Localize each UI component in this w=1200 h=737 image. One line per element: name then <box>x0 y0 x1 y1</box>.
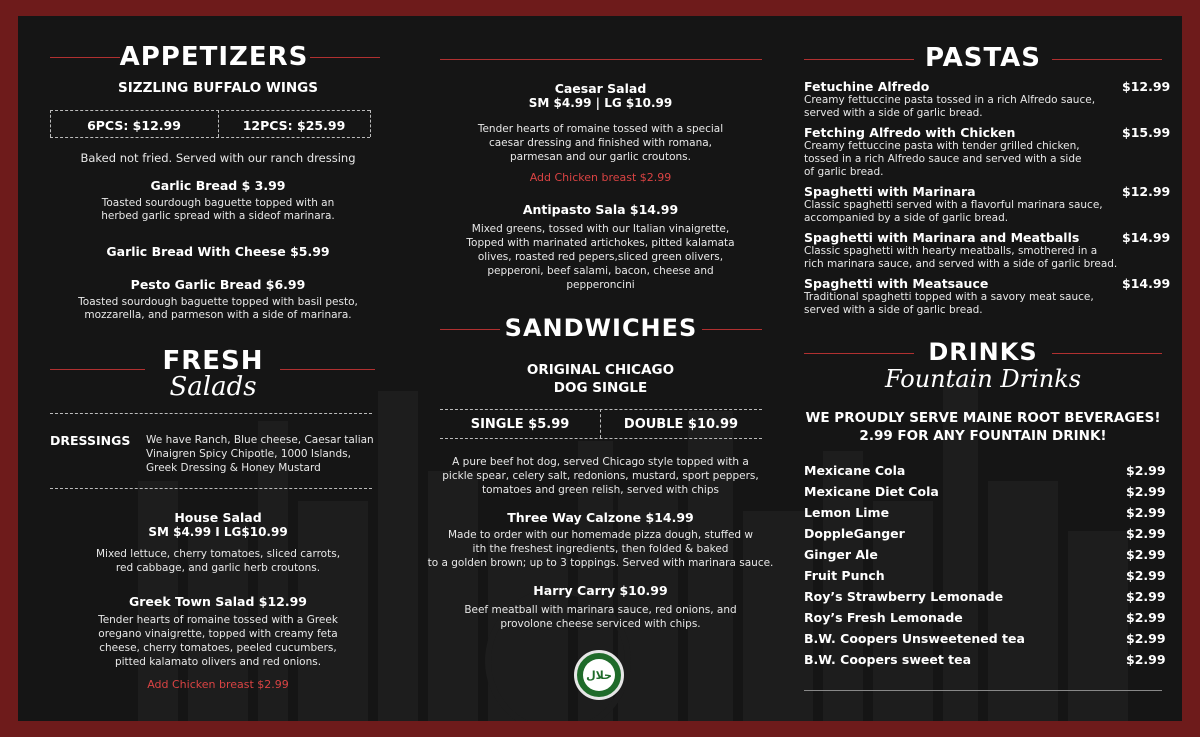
pasta-desc: of garlic bread. <box>804 166 884 178</box>
divider <box>50 413 372 414</box>
fountain-price-promo: 2.99 FOR ANY FOUNTAIN DRINK! <box>859 428 1107 444</box>
salads-script-title: Salads <box>169 372 257 402</box>
drink-name: Ginger Ale <box>804 547 878 562</box>
dressings-list: Greek Dressing & Honey Mustard <box>146 462 321 474</box>
divider <box>50 110 370 111</box>
pasta-price: $14.99 <box>1122 230 1171 245</box>
pasta-desc: rich marinara sauce, and served with a side of garlic bread. <box>804 258 1118 270</box>
dog-desc: A pure beef hot dog, served Chicago style topped with a <box>452 456 749 468</box>
halal-text: حلال <box>583 659 615 691</box>
pesto-desc: Toasted sourdough baguette topped with basil pesto, <box>78 296 358 308</box>
divider <box>50 488 372 489</box>
garlic-bread-item: Garlic Bread $ 3.99 <box>150 178 286 193</box>
pasta-name: Spaghetti with Marinara and Meatballs <box>804 230 1080 245</box>
caesar-price: SM $4.99 | LG $10.99 <box>528 96 673 110</box>
pastas-title: PASTAS <box>924 43 1042 73</box>
drink-price: $2.99 <box>1126 589 1166 604</box>
caesar-desc: caesar dressing and finished with romana, <box>488 137 713 149</box>
title-rule-left <box>50 369 145 370</box>
drink-price: $2.99 <box>1126 526 1166 541</box>
pesto-item: Pesto Garlic Bread $6.99 <box>130 277 306 292</box>
garlic-cheese-item: Garlic Bread With Cheese $5.99 <box>106 244 330 259</box>
caesar-desc: parmesan and our garlic croutons. <box>510 151 691 163</box>
title-rule-left <box>50 57 120 58</box>
title-rule-right <box>280 369 375 370</box>
antipasto-desc: Mixed greens, tossed with our Italian vinaigrette, <box>471 223 730 235</box>
title-rule-left <box>804 353 914 354</box>
pasta-desc: served with a side of garlic bread. <box>804 107 983 119</box>
pasta-name: Fetching Alfredo with Chicken <box>804 125 1016 140</box>
title-rule-left <box>804 59 914 60</box>
add-chicken-note: Add Chicken breast $2.99 <box>529 171 672 184</box>
harry-carry-desc: provolone cheese serviced with chips. <box>500 618 701 630</box>
greek-salad-desc: Tender hearts of romaine tossed with a Greek <box>98 614 338 626</box>
title-rule-right <box>1052 353 1162 354</box>
drink-name: Fruit Punch <box>804 568 885 583</box>
chicago-dog-title: ORIGINAL CHICAGO <box>526 362 675 378</box>
dog-desc: tomatoes and green relish, served with chips <box>482 484 719 496</box>
wings-title: SIZZLING BUFFALO WINGS <box>118 80 318 96</box>
garlic-bread-desc: herbed garlic spread with a sideof marinara. <box>101 210 335 222</box>
drink-price: $2.99 <box>1126 610 1166 625</box>
section-rule <box>804 690 1162 691</box>
title-rule-right <box>702 329 762 330</box>
greek-salad-desc: oregano vinaigrette, topped with creamy feta <box>98 628 338 640</box>
pasta-desc: accompanied by a side of garlic bread. <box>804 212 1009 224</box>
pasta-price: $15.99 <box>1122 125 1171 140</box>
divider <box>50 137 370 138</box>
drink-name: B.W. Coopers Unsweetened tea <box>804 631 1025 646</box>
house-salad-desc: Mixed lettuce, cherry tomatoes, sliced carrots, <box>95 548 341 560</box>
harry-carry-desc: Beef meatball with marinara sauce, red onions, and <box>464 604 737 616</box>
drink-name: Mexicane Cola <box>804 463 906 478</box>
dog-desc: pickle spear, celery salt, redonions, mustard, sport peppers, <box>442 470 759 482</box>
fountain-drinks-script-title: Fountain Drinks <box>884 365 1082 393</box>
dressings-list: We have Ranch, Blue cheese, Caesar talian <box>146 434 374 446</box>
drinks-title: DRINKS <box>928 338 1038 366</box>
antipasto-desc: olives, roasted red pepers,sliced green olivers, <box>477 251 724 263</box>
pasta-name: Spaghetti with Meatsauce <box>804 276 989 291</box>
section-rule <box>440 59 762 60</box>
antipasto-desc: pepperoncini <box>566 279 635 291</box>
dog-double-price: DOUBLE $10.99 <box>623 417 739 432</box>
pesto-desc: mozzarella, and parmeson with a side of marinara. <box>84 309 352 321</box>
drink-price: $2.99 <box>1126 652 1166 667</box>
appetizers-title: APPETIZERS <box>119 42 309 72</box>
pasta-name: Fetuchine Alfredo <box>804 79 930 94</box>
wings-note: Baked not fried. Served with our ranch dressing <box>80 151 356 165</box>
calzone-desc: to a golden brown; up to 3 toppings. Served with marinara sauce. <box>427 557 774 569</box>
drink-price: $2.99 <box>1126 547 1166 562</box>
drink-name: B.W. Coopers sweet tea <box>804 652 972 667</box>
calzone-desc: Made to order with our homemade pizza dough, stuffed w <box>447 529 754 541</box>
pasta-price: $12.99 <box>1122 184 1171 199</box>
dressings-list: Vinaigren Spicy Chipotle, 1000 Islands, <box>146 448 351 460</box>
pasta-desc: tossed in a rich Alfredo sauce and served with a side <box>804 153 1082 165</box>
chicago-dog-title: DOG SINGLE <box>553 380 648 396</box>
greek-salad-desc: cheese, cherry tomatoes, peeled cucumbers, <box>99 642 337 654</box>
divider <box>370 110 371 137</box>
pasta-price: $14.99 <box>1122 276 1171 291</box>
drink-name: DoppleGanger <box>804 526 905 541</box>
drink-name: Mexicane Diet Cola <box>804 484 939 499</box>
dressings-label: DRESSINGS <box>50 433 131 448</box>
wings-12pc-price: 12PCS: $25.99 <box>242 118 346 133</box>
drink-price: $2.99 <box>1126 505 1166 520</box>
drink-name: Roy’s Fresh Lemonade <box>804 610 963 625</box>
pasta-desc: served with a side of garlic bread. <box>804 304 983 316</box>
drink-name: Lemon Lime <box>804 505 890 520</box>
caesar-desc: Tender hearts of romaine tossed with a special <box>477 123 724 135</box>
dog-single-price: SINGLE $5.99 <box>470 417 570 432</box>
menu-board <box>18 16 1182 721</box>
garlic-bread-desc: Toasted sourdough baguette topped with an <box>101 197 335 209</box>
sandwiches-title: SANDWICHES <box>504 314 698 342</box>
pasta-desc: Classic spaghetti with hearty meatballs, smothered in a <box>804 245 1098 257</box>
greek-salad-item: Greek Town Salad $12.99 <box>129 594 307 609</box>
antipasto-item: Antipasto Sala $14.99 <box>522 202 679 217</box>
antipasto-desc: pepperoni, beef salami, bacon, cheese and <box>487 265 714 277</box>
house-salad-desc: red cabbage, and garlic herb croutons. <box>115 562 321 574</box>
pasta-desc: Classic spaghetti served with a flavorful marinara sauce, <box>804 199 1103 211</box>
greek-salad-desc: pitted kalamato olivers and red onions. <box>114 656 322 668</box>
drink-price: $2.99 <box>1126 484 1166 499</box>
wings-6pc-price: 6PCS: $12.99 <box>87 118 181 133</box>
halal-badge-icon <box>574 650 624 700</box>
house-salad-price: SM $4.99 I LG$10.99 <box>148 525 288 539</box>
harry-carry-item: Harry Carry $10.99 <box>533 583 668 598</box>
pasta-desc: Creamy fettuccine pasta with tender grilled chicken, <box>804 140 1080 152</box>
caesar-item: Caesar Salad <box>554 81 647 96</box>
add-chicken-note: Add Chicken breast $2.99 <box>147 678 289 691</box>
calzone-item: Three Way Calzone $14.99 <box>507 510 694 525</box>
divider <box>440 409 762 410</box>
drink-name: Roy’s Strawberry Lemonade <box>804 589 1004 604</box>
drink-price: $2.99 <box>1126 463 1166 478</box>
pasta-name: Spaghetti with Marinara <box>804 184 976 199</box>
antipasto-desc: Topped with marinated artichokes, pitted kalamata <box>466 237 735 249</box>
title-rule-right <box>310 57 380 58</box>
title-rule-right <box>1052 59 1162 60</box>
maine-root-promo: WE PROUDLY SERVE MAINE ROOT BEVERAGES! <box>805 410 1161 426</box>
calzone-desc: ith the freshest ingredients, then folded & baked <box>472 543 729 555</box>
pasta-price: $12.99 <box>1122 79 1171 94</box>
drink-price: $2.99 <box>1126 631 1166 646</box>
house-salad-item: House Salad <box>174 510 262 525</box>
drink-price: $2.99 <box>1126 568 1166 583</box>
title-rule-left <box>440 329 500 330</box>
fresh-title: FRESH <box>162 346 264 376</box>
divider <box>440 438 762 439</box>
pasta-desc: Creamy fettuccine pasta tossed in a rich Alfredo sauce, <box>804 94 1096 106</box>
pasta-desc: Traditional spaghetti topped with a savory meat sauce, <box>804 291 1094 303</box>
